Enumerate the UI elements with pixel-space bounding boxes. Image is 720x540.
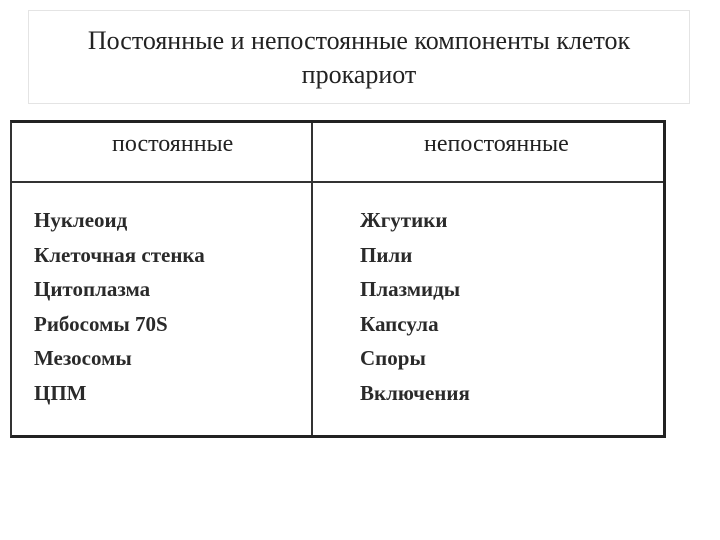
- list-item: ЦПМ: [34, 380, 87, 405]
- header-divider: [12, 181, 663, 183]
- list-item: Клеточная стенка: [34, 242, 205, 267]
- header-permanent: постоянные: [112, 131, 234, 157]
- nonpermanent-components-list: [360, 203, 470, 410]
- list-item: Рибосомы 70S: [34, 311, 168, 336]
- column-divider: [311, 123, 313, 435]
- list-item: Включения: [360, 380, 470, 405]
- list-item: Плазмиды: [360, 277, 461, 301]
- list-item: Жгутики: [360, 208, 448, 232]
- list-item: Нуклеоид: [34, 208, 128, 232]
- slide-title: [28, 10, 690, 104]
- list-item: Мезосомы: [34, 346, 132, 370]
- list-item: Пили: [360, 242, 413, 267]
- list-item: Капсула: [360, 311, 439, 336]
- list-item: Цитоплазма: [34, 277, 151, 301]
- slide-title-line-1: Постоянные и непостоянные компоненты клеток: [87, 26, 631, 55]
- list-item: Споры: [360, 346, 426, 370]
- slide-title-line-2: прокариот: [301, 60, 417, 89]
- components-table: [10, 120, 666, 438]
- header-nonpermanent: непостоянные: [424, 131, 569, 157]
- permanent-components-list: [34, 203, 205, 410]
